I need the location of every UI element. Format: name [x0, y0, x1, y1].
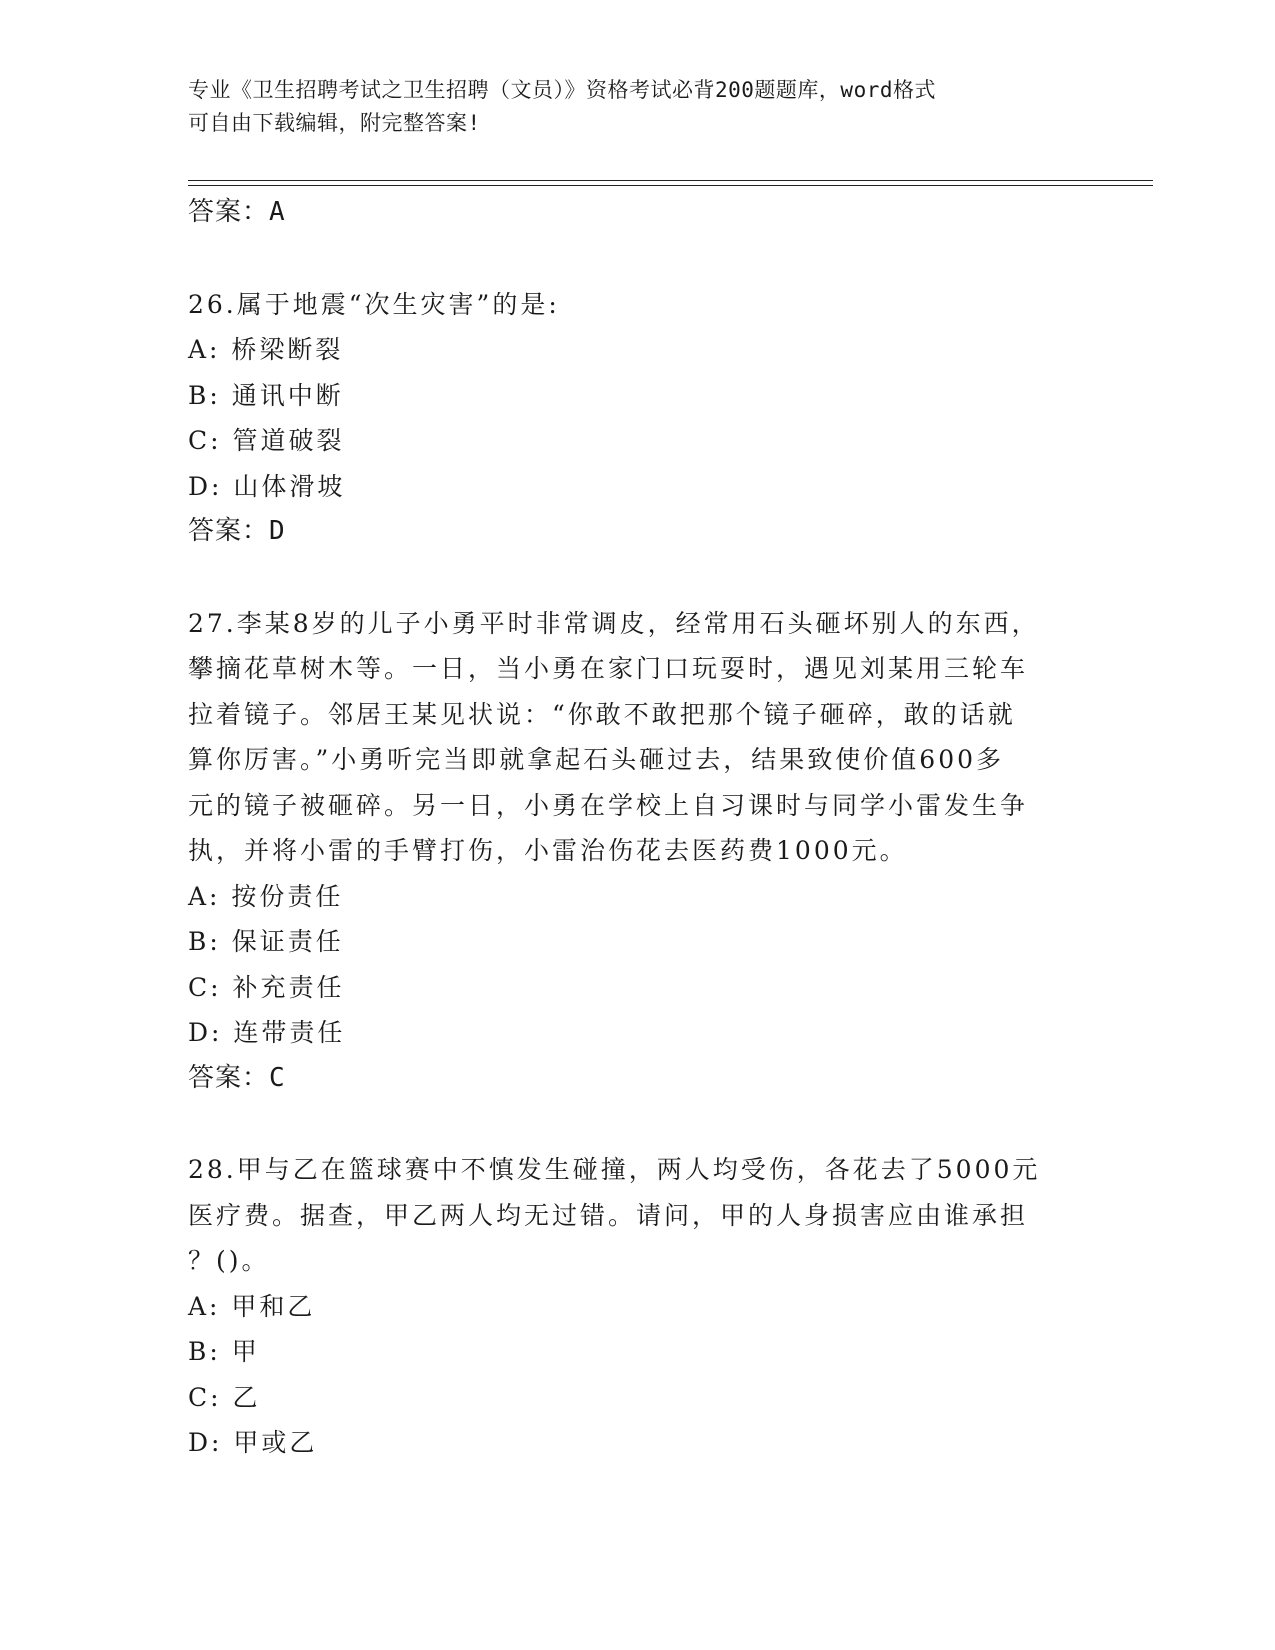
question-stem: 执，并将小雷的手臂打伤，小雷治伤花去医药费1000元。	[188, 836, 908, 865]
question-stem: 算你厉害。”小勇听完当即就拿起石头砸过去，结果致使价值600多	[188, 745, 1005, 774]
header-line-1: 专业《卫生招聘考试之卫生招聘（文员）》资格考试必背200题题库，word格式	[188, 78, 936, 102]
header-line-2: 可自由下载编辑，附完整答案!	[188, 111, 481, 135]
option-a: A: 甲和乙	[188, 1291, 316, 1321]
question-stem: ？()。	[188, 1246, 270, 1275]
option-c: C: 管道破裂	[188, 426, 345, 455]
question-stem: 拉着镜子。邻居王某见状说：“你敢不敢把那个镜子砸碎，敢的话就	[188, 699, 1016, 729]
option-c: C: 补充责任	[188, 972, 345, 1002]
question-26	[188, 282, 1088, 555]
previous-answer: 答案：A	[188, 197, 286, 227]
question-28	[188, 1147, 1088, 1466]
option-d: D: 甲或乙	[188, 1428, 318, 1457]
question-answer: 答案：C	[188, 1062, 286, 1093]
question-stem: 医疗费。据查，甲乙两人均无过错。请问，甲的人身损害应由谁承担	[188, 1200, 1029, 1230]
question-stem: 元的镜子被砸碎。另一日，小勇在学校上自习课时与同学小雷发生争	[188, 790, 1029, 820]
question-stem: 27.李某8岁的儿子小勇平时非常调皮，经常用石头砸坏别人的东西，	[188, 608, 1040, 638]
question-27	[188, 601, 1088, 1102]
option-d: D: 山体滑坡	[188, 471, 346, 501]
option-c: C: 乙	[188, 1382, 261, 1412]
option-b: B: 通讯中断	[188, 380, 344, 410]
question-stem: 26.属于地震“次生灾害”的是:	[188, 289, 560, 319]
header-divider-bottom	[188, 185, 1153, 186]
option-a: A: 按份责任	[188, 881, 344, 911]
option-d: D: 连带责任	[188, 1018, 346, 1047]
question-stem: 攀摘花草树木等。一日，当小勇在家门口玩耍时，遇见刘某用三轮车	[188, 654, 1029, 683]
option-b: B: 甲	[188, 1337, 260, 1366]
question-answer: 答案：D	[188, 516, 286, 546]
option-a: A: 桥梁断裂	[188, 335, 344, 364]
spacer	[188, 1101, 1088, 1147]
option-b: B: 保证责任	[188, 927, 344, 956]
spacer	[188, 236, 1088, 282]
document-header	[188, 74, 1068, 140]
question-list	[188, 190, 1088, 1466]
header-divider-top	[188, 180, 1153, 181]
spacer	[188, 555, 1088, 601]
question-stem: 28.甲与乙在篮球赛中不慎发生碰撞，两人均受伤，各花去了5000元	[188, 1155, 1041, 1184]
